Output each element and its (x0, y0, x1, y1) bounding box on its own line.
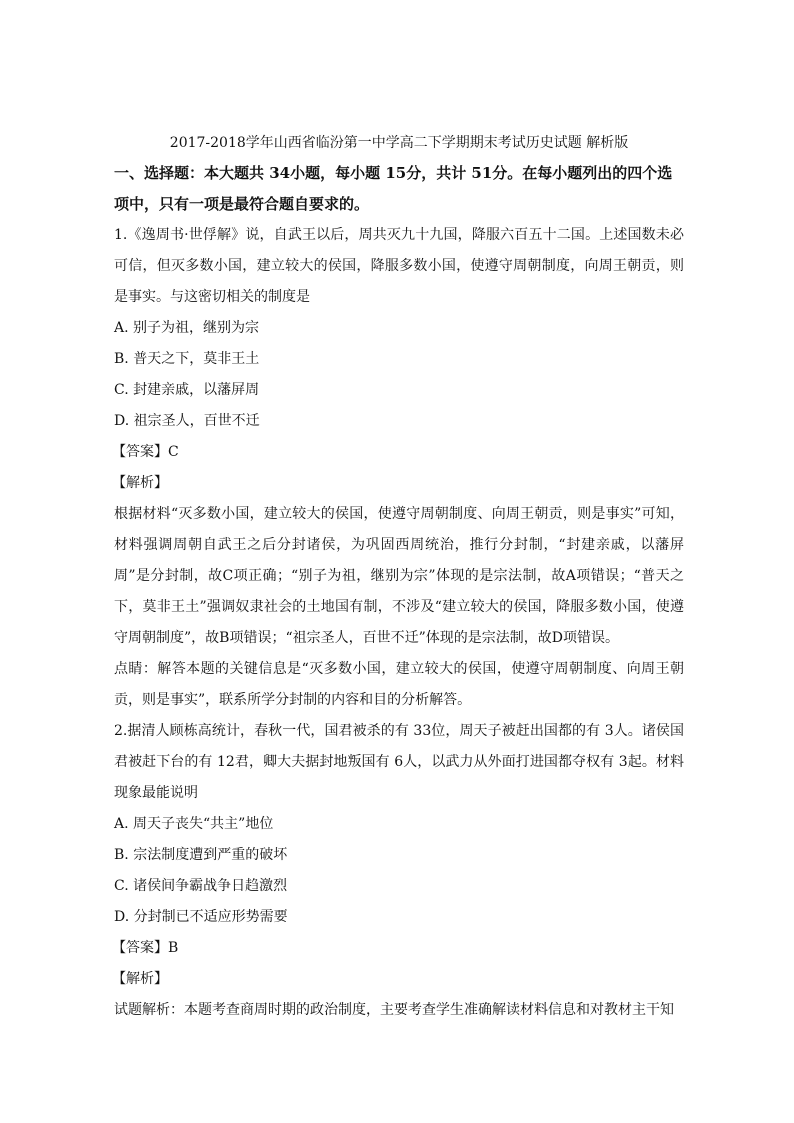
question-1-analysis-label: 【解析】 (112, 475, 168, 491)
question-2-option-d: D. 分封制已不适应形势需要 (114, 909, 288, 925)
question-1-answer: 【答案】C (112, 444, 179, 460)
section-heading: 一、选择题：本大题共 34小题，每小题 15分，共计 51分。在每小题列出的四个选项中，只有一项是最符合题自要求的。 (114, 164, 673, 213)
question-1-option-b: B. 普天之下，莫非王土 (114, 351, 260, 367)
question-2-analysis-label: 【解析】 (112, 971, 168, 987)
question-2-option-a: A. 周天子丧失“共主”地位 (114, 816, 274, 832)
question-1-tip: 点睛：解答本题的关键信息是“灭多数小国，建立较大的侯国，使遵守周朝制度、向周王朝贡，则是事实”，联系所学分封制的内容和目的分析解答。 (114, 661, 684, 708)
question-1-analysis: 根据材料“灭多数小国，建立较大的侯国，使遵守周朝制度、向周王朝贡，则是事实”可知，材料强调周朝自武王之后分封诸侯，为巩固西周统治，推行分封制，“封建亲戚，以藩屏周”是分封制，故C项正确；“别子为祖，继别为宗”体现的是宗法制，故A项错误；“普天之下，莫非王土”强调奴隶社会的土地国有制，不涉及“建立较大的侯国，降服多数小国，使遵守周朝制度”，故B项错误；“祖宗圣人，百世不迁”体现的是宗法制，故D项错误。 (114, 506, 684, 646)
question-2 (114, 716, 684, 1026)
question-2-option-c: C. 诸侯间争霸战争日趋激烈 (114, 878, 288, 894)
question-1-option-a: A. 别子为祖，继别为宗 (114, 320, 260, 336)
question-2-analysis: 试题解析：本题考查商周时期的政治制度，主要考查学生准确解读材料信息和对教材主干知 (114, 1002, 674, 1018)
document-title: 2017-2018学年山西省临汾第一中学高二下学期期末考试历史试题 解析版 (169, 135, 629, 151)
question-2-stem: 2.据清人顾栋高统计，春秋一代，国君被杀的有 33位，周天子被赶出国都的有 3人。诸侯国君被赶下台的有 12君，卿大夫据封地叛国有 6人，以武力从外面打进国都夺权有 3起。材料现象最能说明 (114, 723, 684, 801)
question-1-stem: 1.《逸周书·世俘解》说，自武王以后，周共灭九十九国，降服六百五十二国。上述国数未必可信，但灭多数小国，建立较大的侯国，降服多数小国，使遵守周朝制度，向周王朝贡，则是事实。与这密切相关的制度是 (114, 227, 684, 305)
question-1-option-d: D. 祖宗圣人，百世不迁 (114, 413, 260, 429)
question-1 (114, 220, 684, 716)
question-2-answer: 【答案】B (112, 940, 179, 956)
document-page (114, 128, 684, 1026)
question-1-option-c: C. 封建亲戚，以藩屏周 (114, 382, 260, 398)
question-2-option-b: B. 宗法制度遭到严重的破坏 (114, 847, 288, 863)
